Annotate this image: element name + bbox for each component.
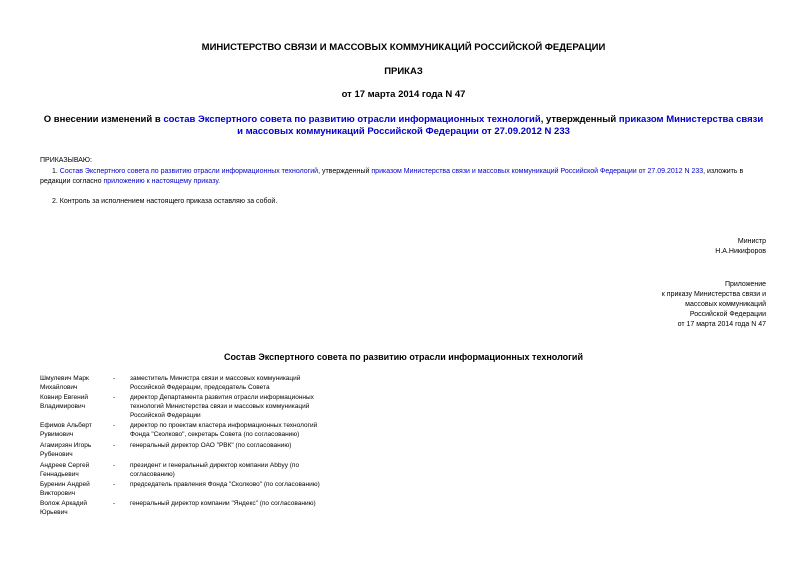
item1-link-council[interactable]: Состав Экспертного совета по развитию отрасли информационных технологий [59, 168, 319, 175]
document-date: от 17 марта 2014 года N 47 [341, 89, 466, 100]
title-text-1: О внесении изменений в [43, 114, 164, 125]
member-name: Волож Аркадий Юрьевич [40, 500, 87, 516]
item1-prefix: 1. [52, 168, 60, 175]
composition-title: Состав Экспертного совета по развитию отрасли информационных технологий [224, 352, 583, 362]
appendix-line-4: Российской Федерации [689, 311, 766, 318]
member-dash: - [113, 462, 116, 469]
order-item-1 [40, 167, 770, 187]
appendix-line-2: к приказу Министерства связи и [661, 291, 766, 298]
member-dash: - [113, 375, 116, 382]
member-name: Ефимов Альберт Рувимович [40, 422, 92, 438]
item1-mid: , утвержденный [318, 168, 372, 175]
title-text-2: , утвержденный [540, 114, 619, 125]
document-type: ПРИКАЗ [384, 66, 423, 77]
signature-name: Н.А.Никифоров [715, 248, 766, 255]
member-name: Андреев Сергей Геннадьевич [40, 462, 90, 478]
appendix-line-1: Приложение [724, 281, 766, 288]
member-role: генеральный директор ОАО "РВК" (по согласованию) [130, 442, 292, 449]
member-role: председатель правления Фонда "Сколково" (по согласованию) [130, 481, 320, 488]
signature-block [715, 237, 766, 257]
member-dash: - [113, 500, 116, 507]
item1-link-order[interactable]: приказом Министерства связи и массовых коммуникаций Российской Федерации от 27.09.2012 N 233 [371, 168, 704, 175]
title-link-order[interactable]: приказом Министерства связи и массовых коммуникаций Российской Федерации от 27.09.2012 N 233 [237, 114, 764, 137]
member-dash: - [113, 442, 116, 449]
item1-link-appendix[interactable]: приложению к настоящему приказу [103, 178, 219, 185]
member-name: Агамирзян Игорь Рубенович [40, 442, 92, 458]
appendix-block [662, 280, 766, 330]
member-name: Шмулевич Марк Михайлович [40, 375, 89, 391]
member-role: директор по проектам кластера информационных технологий Фонда "Сколково", секретарь Совета (по согласованию) [130, 422, 318, 438]
member-role: заместитель Министра связи и массовых коммуникаций Российской Федерации, председатель Совета [130, 375, 301, 391]
member-role: директор Департамента развития отрасли информационных технологий Министерства связи и массовых коммуникаций Российской Федерации [130, 394, 314, 419]
item1-mid2: , изложить в редакции согласно [40, 168, 744, 185]
document-title [40, 114, 767, 138]
member-name: Ковнир Евгений Владимирович [40, 394, 88, 410]
order-item-2: 2. Контроль за исполнением настоящего приказа оставляю за собой. [52, 198, 278, 205]
member-role: президент и генеральный директор компании Abbyy (по согласованию) [130, 462, 300, 478]
member-dash: - [113, 422, 116, 429]
appendix-line-3: массовых коммуникаций [685, 301, 766, 308]
order-word: ПРИКАЗЫВАЮ: [40, 157, 92, 164]
item1-end: . [218, 178, 221, 185]
member-name: Буренин Андрей Викторович [40, 481, 90, 497]
member-dash: - [113, 481, 116, 488]
appendix-line-5: от 17 марта 2014 года N 47 [677, 321, 766, 328]
member-role: генеральный директор компании "Яндекс" (по согласованию) [130, 500, 316, 507]
title-link-council[interactable]: состав Экспертного совета по развитию отрасли информационных технологий [163, 114, 541, 125]
signature-position: Министр [737, 238, 766, 245]
ministry-heading: МИНИСТЕРСТВО СВЯЗИ И МАССОВЫХ КОММУНИКАЦИЙ РОССИЙСКОЙ ФЕДЕРАЦИИ [201, 42, 606, 53]
member-dash: - [113, 394, 116, 401]
